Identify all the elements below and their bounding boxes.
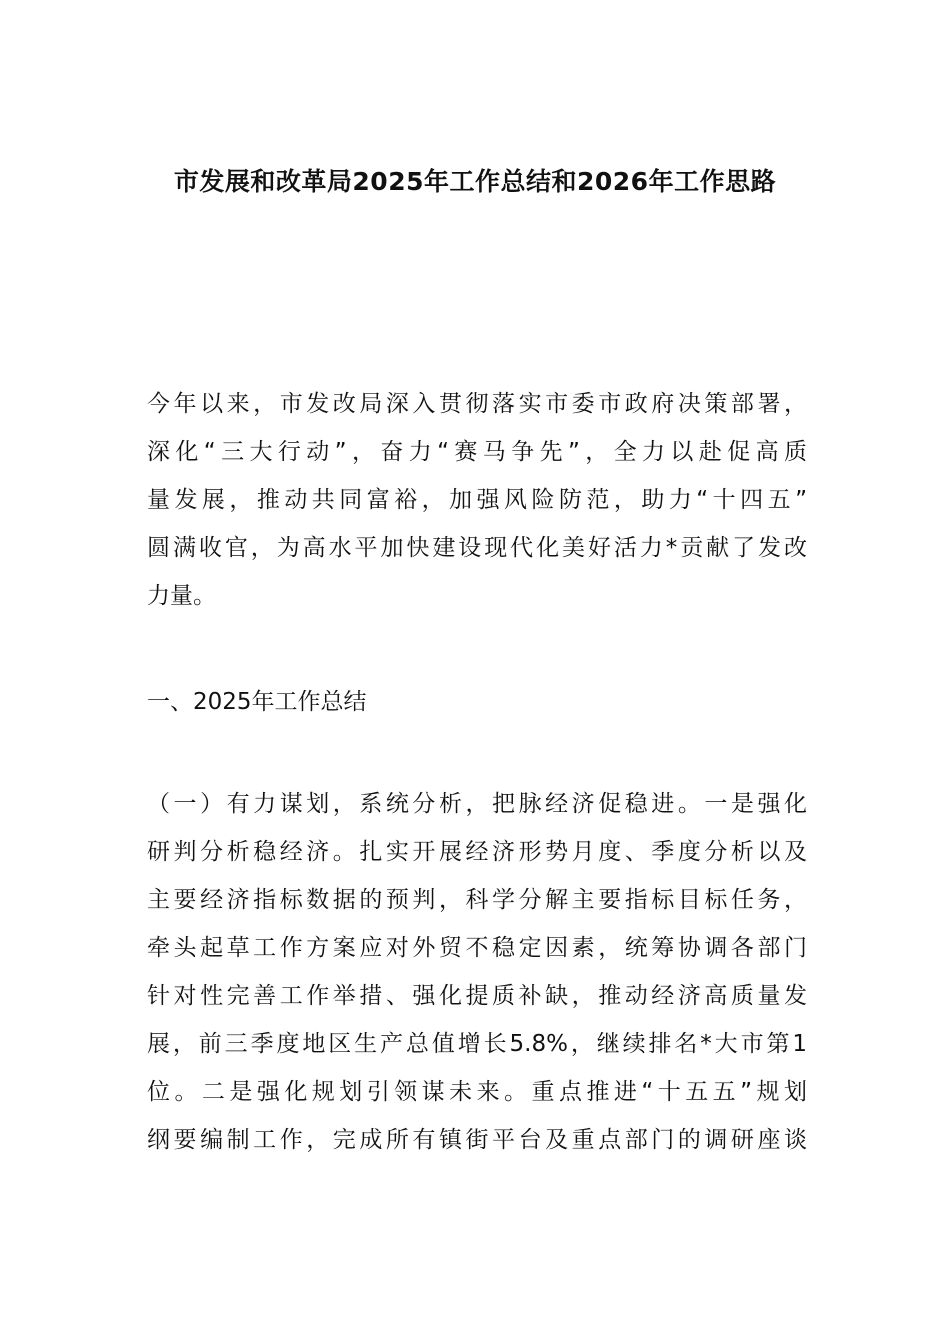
text-line: 今年以来，市发改局深入贯彻落实市委市政府决策部署， [147, 391, 807, 417]
text-line: 量发展，推动共同富裕，加强风险防范，助力“十四五” [147, 487, 807, 513]
text-line: 圆满收官，为高水平加快建设现代化美好活力*贡献了发改 [147, 535, 807, 561]
document-title: 市发展和改革局2025年工作总结和2026年工作思路 [173, 167, 777, 196]
text-line: 研判分析稳经济。扎实开展经济形势月度、季度分析以及 [147, 839, 807, 865]
section-heading-block [147, 678, 807, 726]
text-line: 展，前三季度地区生产总值增长5.8%，继续排名*大市第1 [147, 1031, 807, 1057]
text-line: 深化“三大行动”，奋力“赛马争先”，全力以赴促高质 [147, 439, 807, 465]
section1-paragraph [147, 780, 807, 1164]
text-line: 针对性完善工作举措、强化提质补缺，推动经济高质量发 [147, 983, 807, 1009]
intro-paragraph [147, 380, 807, 620]
text-line: 位。二是强化规划引领谋未来。重点推进“十五五”规划 [147, 1079, 807, 1105]
text-line: 力量。 [147, 583, 216, 609]
text-line: 纲要编制工作，完成所有镇街平台及重点部门的调研座谈 [147, 1127, 807, 1153]
section-heading: 一、2025年工作总结 [147, 689, 367, 715]
text-line: 主要经济指标数据的预判，科学分解主要指标目标任务， [147, 887, 807, 913]
text-line: （一）有力谋划，系统分析，把脉经济促稳进。一是强化 [147, 791, 807, 817]
text-line: 牵头起草工作方案应对外贸不稳定因素，统筹协调各部门 [147, 935, 807, 961]
